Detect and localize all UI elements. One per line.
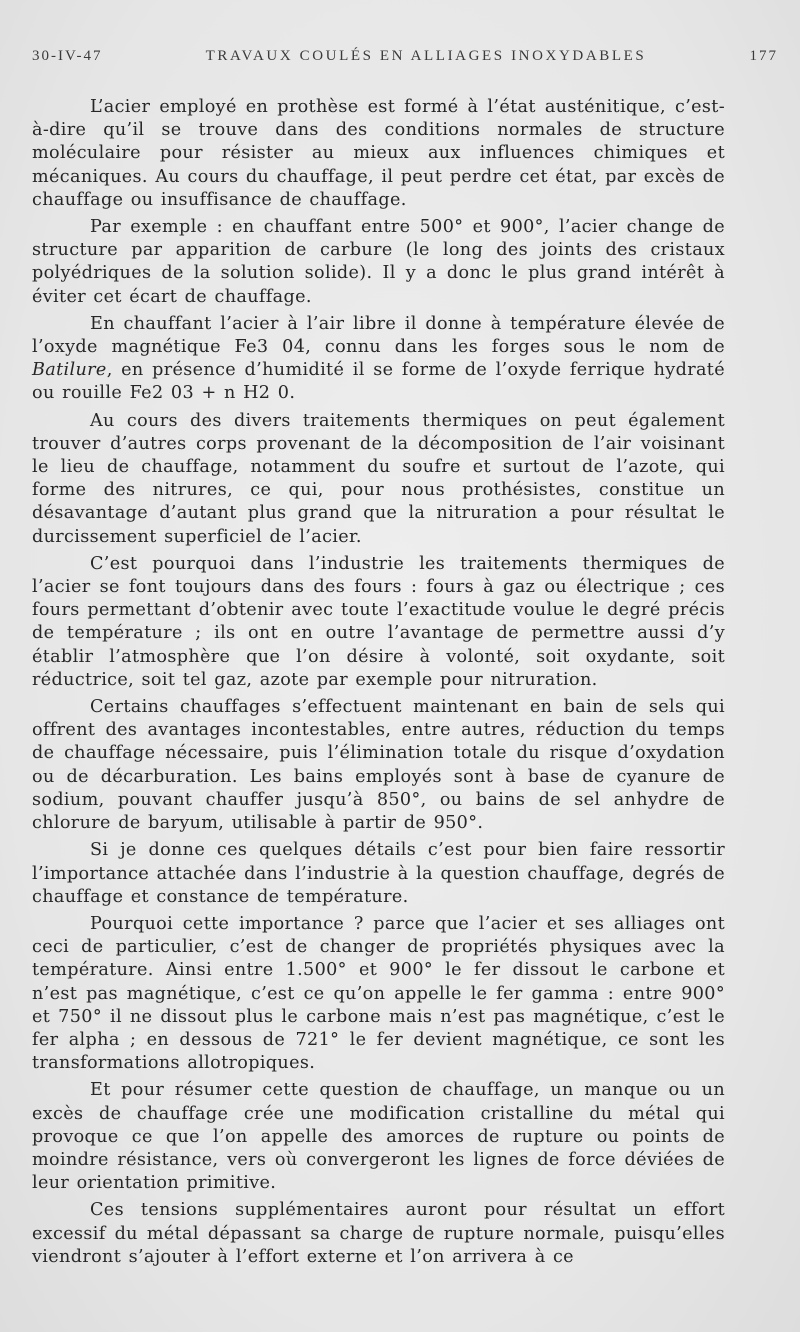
paragraph-9: Et pour résumer cette question de chauffage, un manque ou un excès de chauffage crée une modification cristalline du métal qui provoque ce que l’on appelle des amorces de rupture ou points de moindre résistance, vers où convergeront les lignes de force déviées de leur orientation primitive. bbox=[32, 1080, 725, 1194]
paragraph-7: Si je donne ces quelques détails c’est pour bien faire ressortir l’importance attachée dans l’industrie à la question chauffage, degrés de chauffage et constance de température. bbox=[32, 840, 725, 907]
italic-term-batilure: Batilure bbox=[32, 360, 107, 381]
paragraph-3-text-before: En chauffant l’acier à l’air libre il donne à température élevée de l’oxyde magnétique Fe3 04, connu dans les forges sous le nom de bbox=[32, 313, 725, 358]
header-date: 30-IV-47 bbox=[32, 48, 103, 64]
paragraph-6: Certains chauffages s’effectuent maintenant en bain de sels qui offrent des avantages incontestables, entre autres, réduction du temps de chauffage nécessaire, puis l’élimination totale du risque d’oxydation ou de décarburation. Les bains employés sont à base de cyanure de sodium, pouvant chauffer jusqu’à 850°, ou bains de sel anhydre de chlorure de baryum, utilisable à partir de 950°. bbox=[32, 697, 725, 834]
header-title: TRAVAUX COULÉS EN ALLIAGES INOXYDABLES bbox=[205, 48, 647, 64]
running-header bbox=[32, 48, 778, 74]
paragraph-3 bbox=[32, 313, 725, 406]
body-text bbox=[32, 96, 725, 1269]
paragraph-3-text-after: , en présence d’humidité il se forme de l’oxyde ferrique hydraté ou rouille Fe2 03 + n H2 0. bbox=[32, 360, 725, 404]
paragraph-5: C’est pourquoi dans l’industrie les traitements thermiques de l’acier se font toujours dans des fours : fours à gaz ou électrique ; ces fours permettant d’obtenir avec toute l’exactitude voulue le degré précis de température ; ils ont en outre l’avantage de permettre aussi d’y établir l’atmosphère que l’on désire à volonté, soit oxydante, soit réductrice, soit tel gaz, azote par exemple pour nitruration. bbox=[32, 553, 725, 690]
paragraph-2: Par exemple : en chauffant entre 500° et 900°, l’acier change de structure par apparition de carbure (le long des joints des cristaux polyédriques de la solution solide). Il y a donc le plus grand intérêt à éviter cet écart de chauffage. bbox=[32, 217, 725, 307]
paragraph-4: Au cours des divers traitements thermiques on peut également trouver d’autres corps provenant de la décomposition de l’air voisinant le lieu de chauffage, notamment du soufre et surtout de l’azote, qui forme des nitrures, ce qui, pour nous prothésistes, constitue un désavantage d’autant plus grand que la nitruration a pour résultat le durcissement superficiel de l’acier. bbox=[32, 410, 725, 547]
paragraph-10: Ces tensions supplémentaires auront pour résultat un effort excessif du métal dépassant sa charge de rupture normale, puisqu’elles viendront s’ajouter à l’effort externe et l’on arrivera à ce bbox=[32, 1200, 725, 1267]
page-number: 177 bbox=[749, 48, 778, 64]
paragraph-8: Pourquoi cette importance ? parce que l’acier et ses alliages ont ceci de particulier, c’est de changer de propriétés physiques avec la température. Ainsi entre 1.500° et 900° le fer dissout le carbone et n’est pas magnétique, c’est ce qu’on appelle le fer gamma : entre 900° et 750° il ne dissout plus le carbone mais n’est pas magnétique, c’est le fer alpha ; en dessous de 721° le fer devient magnétique, ce sont les transformations allotropiques. bbox=[32, 913, 725, 1074]
paragraph-1: L’acier employé en prothèse est formé à l’état austénitique, c’est-à-dire qu’il se trouve dans des conditions normales de structure moléculaire pour résister au mieux aux influences chimiques et mécaniques. Au cours du chauffage, il peut perdre cet état, par excès de chauffage ou insuffisance de chauffage. bbox=[32, 97, 725, 210]
